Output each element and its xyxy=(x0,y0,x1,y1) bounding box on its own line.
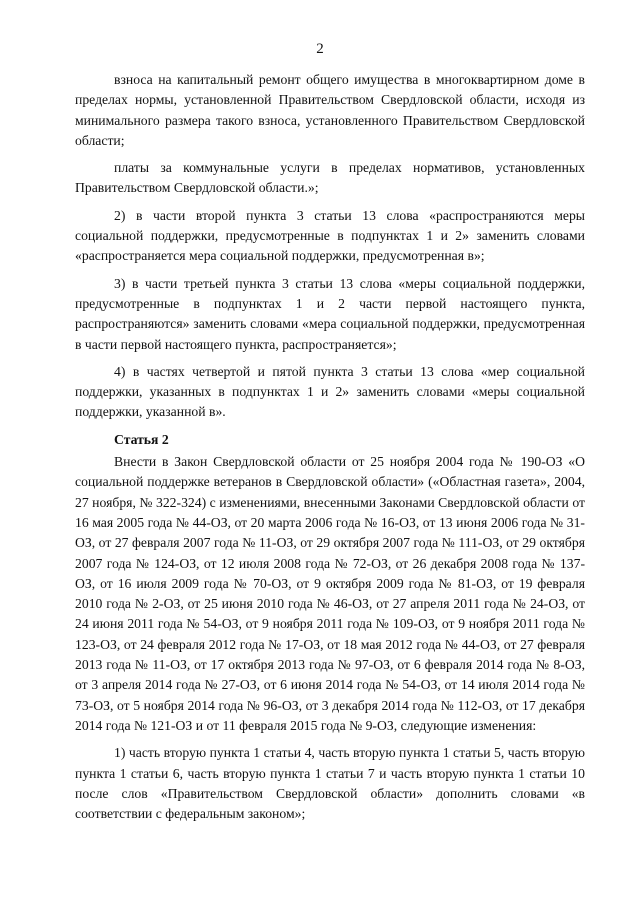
page-number: 2 xyxy=(316,41,324,57)
paragraph-article-2-item-1: 1) часть вторую пункта 1 статьи 4, часть вторую пункта 1 статьи 5, часть вторую пункта 1 статьи 6, часть вторую пункта 1 статьи 7 и часть вторую пункта 1 статьи 10 после слов «Правительством Свердловской области» дополнить словами «в соответствии с федеральным законом»; xyxy=(75,745,585,822)
article-heading: Статья 2 xyxy=(114,431,169,447)
document-body xyxy=(75,70,585,831)
paragraph-capital-repair-fee: взноса на капитальный ремонт общего имущества в многоквартирном доме в пределах нормы, установленной Правительством Свердловской области, исходя из минимального размера такого взноса, установленного Правительством Свердловской области; xyxy=(75,72,585,148)
paragraph-amendment-2: 2) в части второй пункта 3 статьи 13 слова «распространяются меры социальной поддержки, предусмотренные в подпунктах 1 и 2» заменить словами «распространяется мера социальной поддержки, предусмотренная в»; xyxy=(75,207,585,264)
paragraph-amendment-3: 3) в части третьей пункта 3 статьи 13 слова «меры социальной поддержки, предусмотренные в подпунктах 1 и 2 части первой настоящего пункта, распространяются» заменить словами «мера социальной поддержки, предусмотренная в части первой настоящего пункта, распространяется»; xyxy=(75,275,585,352)
paragraph-article-2-intro: Внести в Закон Свердловской области от 25 ноября 2004 года № 190-ОЗ «О социальной поддержке ветеранов в Свердловской области» («Областная газета», 2004, 27 ноября, № 322-324) с изменениями, внесенными Законами Свердловской области от 16 мая 2005 года № 44-ОЗ, от 20 марта 2006 года № 16-ОЗ, от 13 июня 2006 года № 31-ОЗ, от 27 февраля 2007 года № 11-ОЗ, от 29 октября 2007 года № 111-ОЗ, от 29 октября 2007 года № 124-ОЗ, от 12 июля 2008 года № 72-ОЗ, от 26 декабря 2008 года № 137-ОЗ, от 16 июля 2009 года № 70-ОЗ, от 9 октября 2009 года № 81-ОЗ, от 19 февраля 2010 года № 2-ОЗ, от 25 июня 2010 года № 46-ОЗ, от 27 апреля 2011 года № 24-ОЗ, от 24 июня 2011 года № 54-ОЗ, от 9 ноября 2011 года № 109-ОЗ, от 9 ноября 2011 года № 123-ОЗ, от 24 февраля 2012 года № 17-ОЗ, от 18 мая 2012 года № 44-ОЗ, от 27 февраля 2013 года № 11-ОЗ, от 17 октября 2013 года № 97-ОЗ, от 6 февраля 2014 года № 8-ОЗ, от 3 апреля 2014 года № 27-ОЗ, от 6 июня 2014 года № 54-ОЗ, от 14 июля 2014 года № 73-ОЗ, от 5 ноября 2014 года № 96-ОЗ, от 3 декабря 2014 года № 112-ОЗ, от 17 декабря 2014 года № 121-ОЗ и от 11 февраля 2015 года № 9-ОЗ, следующие изменения: xyxy=(75,454,585,733)
paragraph-utility-fee: платы за коммунальные услуги в пределах нормативов, установленных Правительством Свердловской области.»; xyxy=(75,160,585,196)
paragraph-amendment-4: 4) в частях четвертой и пятой пункта 3 статьи 13 слова «мер социальной поддержки, указанных в подпунктах 1 и 2» заменить словами «меры социальной поддержки, указанной в». xyxy=(75,363,585,420)
